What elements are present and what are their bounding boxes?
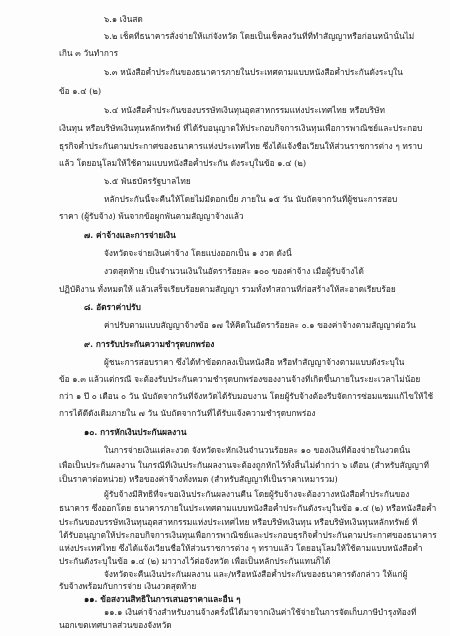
text-line: ผู้ชนะการสอบราคา ซึ่งได้ทำข้อตกลงเป็นหนังสือ หรือทำสัญญาจ้างตามแบบดังระบุใน (104, 356, 405, 367)
text-line: เกิน ๓ วันทำการ (59, 48, 119, 59)
text-line: จังหวัดจะคืนเงินประกันผลงาน และ/หรือหนังสือค้ำประกันของธนาคารดังกล่าว ให้แก่ผู้ (104, 568, 408, 579)
text-line: ในการจ่ายเงินแต่ละงวด จังหวัดจะหักเงินจำนวนร้อยละ ๑๐ ของเงินที่ต้องจ่ายในงวดนั้น (104, 444, 411, 455)
text-line: เพื่อเป็นประกันผลงาน ในกรณีที่เงินประกันผลงานจะต้องถูกหักไว้ทั้งสิ้นไม่ต่ำกว่า ๖ เดือน (สำหรับสัญญาที่ (59, 459, 429, 470)
text-line: ๖.๑ เงินสด (104, 14, 143, 24)
text-line: ๖.๕ พันธบัตรรัฐบาลไทย (104, 176, 191, 187)
text-line: ๖.๓ หนังสือค้ำประกันของธนาคารภายในประเทศตามแบบหนังสือค้ำประกันดังระบุใน (104, 67, 403, 78)
text-line: เงินทุน หรือบริษัทเงินทุนหลักทรัพย์ ที่ได้รับอนุญาตให้ประกอบกิจการเงินทุนเพื่อการพาณิชย์และประกอบ (59, 123, 423, 133)
text-line: ราคา (ผู้รับจ้าง) พ้นจากข้อผูกพันตามสัญญาจ้างแล้ว (59, 211, 244, 222)
section-heading: ๙. การรับประกันความชำรุดบกพร่อง (84, 338, 215, 349)
text-line: การได้ดีดังเดิมภายใน ๗ วัน นับถัดจากวันที่ได้รับแจ้งความชำรุดบกพร่อง (59, 408, 316, 418)
text-line: ประกันดังระบุในข้อ ๑.๔ (๒) มาวางไว้ต่อจังหวัด เพื่อเป็นหลักประกันแทนก็ได้ (59, 555, 331, 566)
text-line: ธนาคาร ซึ่งออกโดย ธนาคารภายในประเทศตามแบบหนังสือค้ำประกันดังระบุในข้อ ๑.๔ (๒) หรือหนังสือค้ำ (59, 503, 437, 514)
section-heading: ๘. อัตราค่าปรับ (84, 302, 141, 313)
text-line: เป็นราคาต่อหน่วย) หรือของค่าจ้างทั้งหมด (สำหรับสัญญาที่เป็นราคาเหมารวม) (59, 474, 338, 485)
section-heading: ๑๑. ข้อสงวนสิทธิในการเสนอราคาและอื่น ๆ (84, 594, 241, 605)
text-line: ค่าปรับตามแบบสัญญาจ้างข้อ ๑๗ ให้คิดในอัตราร้อยละ ๐.๑ ของค่าจ้างตามสัญญาต่อวัน (104, 320, 416, 331)
text-line: ๖.๒ เช็คที่ธนาคารสั่งจ่ายให้แก่จังหวัด โดยเป็นเช็คลงวันที่ที่ทำสัญญาหรือก่อนหน้านั้นไม่ (104, 31, 415, 42)
text-line: ผู้รับจ้างมีสิทธิที่จะขอเงินประกันผลงานคืน โดยผู้รับจ้างจะต้องวางหนังสือค้ำประกันของ (104, 488, 410, 499)
text-line: ปฏิบัติงาน ทั้งหมดให้ แล้วเสร็จเรียบร้อยตามสัญญา รวมทั้งทำสถานที่ก่อสร้างให้สะอาดเรียบร้อย (59, 283, 396, 294)
text-line: นอกเขตเทศบาลส่วนของจังหวัด (59, 620, 172, 630)
text-line: ข้อ ๑.๔ (๒) (59, 86, 102, 97)
text-line: กว่า ๑ ปี ๐ เดือน ๐ วัน นับถัดจากวันที่จังหวัดได้รับมอบงาน โดยผู้รับจ้างต้องรีบจัดการซ่อมแซมแก้ไขให้ใช้ (59, 390, 434, 401)
text-line: ๖.๔ หนังสือค้ำประกันของบรรษัทเงินทุนอุตสาหกรรมแห่งประเทศไทย หรือบริษัท (104, 105, 385, 115)
text-line: ธุรกิจค้ำประกันตามประกาศของธนาคารแห่งประเทศไทย ซึ่งได้แจ้งชื่อเวียนให้ส่วนราชการต่าง ๆ ทราบ (59, 141, 423, 151)
text-line: ๑๑.๑ เงินค่าจ้างสำหรับงานจ้างครั้งนี้ได้มาจากเงินค่าใช้จ่ายในการจัดเก็บภาษีบำรุงท้องที่ (104, 607, 417, 618)
section-heading: ๗. ค่าจ้างและการจ่ายเงิน (84, 230, 176, 241)
text-line: แล้ว โดยอนุโลมให้ใช้ตามแบบหนังสือค้ำประกัน ดังระบุในข้อ ๑.๔ (๒) (59, 158, 307, 169)
text-line: ประกันของบรรษัทเงินทุนอุตสาหกรรมแห่งประเทศไทย หรือบริษัทเงินทุน หรือบริษัทเงินทุนหลักทรัพย์ ที่ (59, 517, 418, 527)
text-line: แห่งประเทศไทย ซึ่งได้แจ้งเวียนชื่อให้ส่วนราชการต่าง ๆ ทราบแล้ว โดยอนุโลมให้ใช้ตามแบบหนังสือค้ำ (59, 542, 423, 553)
text-line: ข้อ ๑.๓ แล้วแต่กรณี จะต้องรับประกันความชำรุดบกพร่องของงานจ้างที่เกิดขึ้นภายในระยะเวลาไม่น้อย (59, 373, 421, 384)
text-line: ได้รับอนุญาตให้ประกอบกิจการเงินทุนเพื่อการพาณิชย์และประกอบธุรกิจค้ำประกันตามประกาศของธนาคาร (59, 529, 437, 540)
section-heading: ๑๐. การหักเงินประกันผลงาน (84, 426, 187, 437)
text-line: รับจ้างพร้อมกับการจ่าย เงินงวดสุดท้าย (59, 581, 197, 592)
text-line: จังหวัดจะจ่ายเงินค่าจ้าง โดยแบ่งออกเป็น ๑ งวด ดังนี้ (104, 248, 292, 259)
text-line: หลักประกันนี้จะคืนให้โดยไม่มีดอกเบี้ย ภายใน ๑๕ วัน นับถัดจากวันที่ผู้ชนะการสอบ (104, 194, 398, 205)
text-line: งวดสุดท้าย เป็นจำนวนเงินในอัตราร้อยละ ๑๐๐ ของค่าจ้าง เมื่อผู้รับจ้างได้ (104, 266, 364, 277)
